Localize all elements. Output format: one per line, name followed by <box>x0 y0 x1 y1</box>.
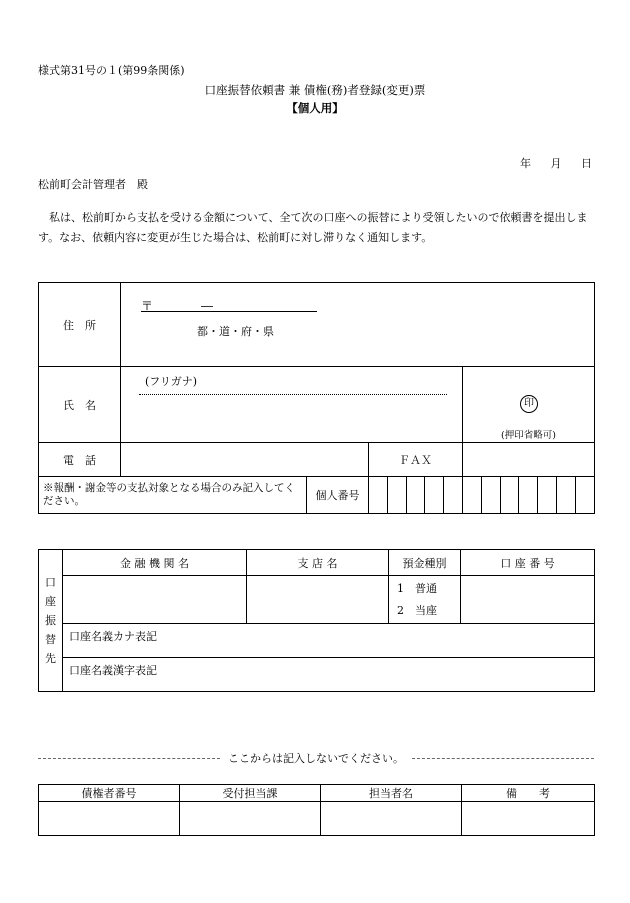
deposit-type-ordinary[interactable]: 1 普通 <box>397 581 437 595</box>
date-day: 日 <box>581 157 592 170</box>
furigana-label: (フリガナ) <box>145 375 198 388</box>
bank-name-field[interactable] <box>63 576 247 624</box>
deposit-type-header: 預金種別 <box>389 550 461 576</box>
bank-side-label: 口 座 振 替 先 <box>39 550 63 692</box>
account-number-field[interactable] <box>461 576 595 624</box>
document-subtitle: 【個人用】 <box>286 101 344 115</box>
deposit-type-current[interactable]: 2 当座 <box>397 603 437 617</box>
office-use-table <box>38 784 595 836</box>
mynumber-note: ※報酬・謝金等の支払対象となる場合のみ記入してください。 <box>39 477 307 513</box>
form-number: 様式第31号の１(第99条関係) <box>38 64 185 77</box>
mynumber-digit[interactable] <box>500 477 519 513</box>
account-holder-kanji-label: 口座名義漢字表記 <box>69 664 157 677</box>
address-field[interactable] <box>121 283 595 367</box>
branch-name-header: 支 店 名 <box>247 550 389 576</box>
date-year: 年 <box>520 157 531 170</box>
mynumber-label: 個人番号 <box>307 477 369 513</box>
mynumber-digit[interactable] <box>462 477 481 513</box>
mynumber-table <box>38 477 595 514</box>
furigana-line <box>139 394 447 395</box>
office-use-divider <box>38 750 594 766</box>
mynumber-digit[interactable] <box>481 477 500 513</box>
prefecture-options: 都・道・府・県 <box>197 325 274 338</box>
seal-note: (押印省略可) <box>501 430 556 441</box>
name-field[interactable] <box>121 367 463 443</box>
name-label: 氏 名 <box>39 367 121 443</box>
seal-icon: 印 <box>520 395 538 413</box>
phone-field[interactable] <box>121 443 369 477</box>
mynumber-digit[interactable] <box>425 477 444 513</box>
date-month: 月 <box>550 157 562 170</box>
mynumber-digit[interactable] <box>519 477 538 513</box>
bank-name-header: 金 融 機 関 名 <box>63 550 247 576</box>
date-line <box>504 155 592 171</box>
account-holder-kanji-field[interactable] <box>63 658 595 692</box>
addressee: 松前町会計管理者 殿 <box>38 178 148 191</box>
account-holder-kana-field[interactable] <box>63 624 595 658</box>
creditor-number-field <box>39 802 180 836</box>
document-title: 口座振替依頼書 兼 債権(務)者登録(変更)票 <box>204 83 426 97</box>
branch-name-field[interactable] <box>247 576 389 624</box>
office-use-notice: ここからは記入しないでください。 <box>228 752 404 765</box>
mynumber-digit[interactable] <box>538 477 557 513</box>
staff-name-header: 担当者名 <box>321 785 462 802</box>
reception-dept-field <box>180 802 321 836</box>
bank-account-table <box>38 549 595 692</box>
fax-label: ＦＡＸ <box>369 443 463 477</box>
deposit-type-options[interactable] <box>389 576 461 624</box>
account-number-header: 口 座 番 号 <box>461 550 595 576</box>
request-statement: 私は、松前町から支払を受ける金額について、全て次の口座への振替により受領したいので依頼書を提出します。なお、依頼内容に変更が生じた場合は、松前町に対し滞りなく通知します。 <box>38 211 588 244</box>
mynumber-digit[interactable] <box>369 477 388 513</box>
applicant-table <box>38 282 595 477</box>
reception-dept-header: 受付担当課 <box>180 785 321 802</box>
postal-code-mark: 〒 ― <box>141 299 214 313</box>
phone-label: 電 話 <box>39 443 121 477</box>
address-label: 住 所 <box>39 283 121 367</box>
postal-code-line <box>141 311 317 312</box>
creditor-number-header: 債権者番号 <box>39 785 180 802</box>
staff-name-field <box>321 802 462 836</box>
seal-cell[interactable] <box>463 367 595 443</box>
mynumber-digit[interactable] <box>406 477 425 513</box>
account-holder-kana-label: 口座名義カナ表記 <box>69 630 157 643</box>
remarks-header: 備 考 <box>462 785 595 802</box>
mynumber-digit[interactable] <box>556 477 575 513</box>
fax-field[interactable] <box>463 443 595 477</box>
mynumber-digit[interactable] <box>387 477 406 513</box>
mynumber-digit[interactable] <box>444 477 463 513</box>
mynumber-digit[interactable] <box>575 477 594 513</box>
remarks-field <box>462 802 595 836</box>
